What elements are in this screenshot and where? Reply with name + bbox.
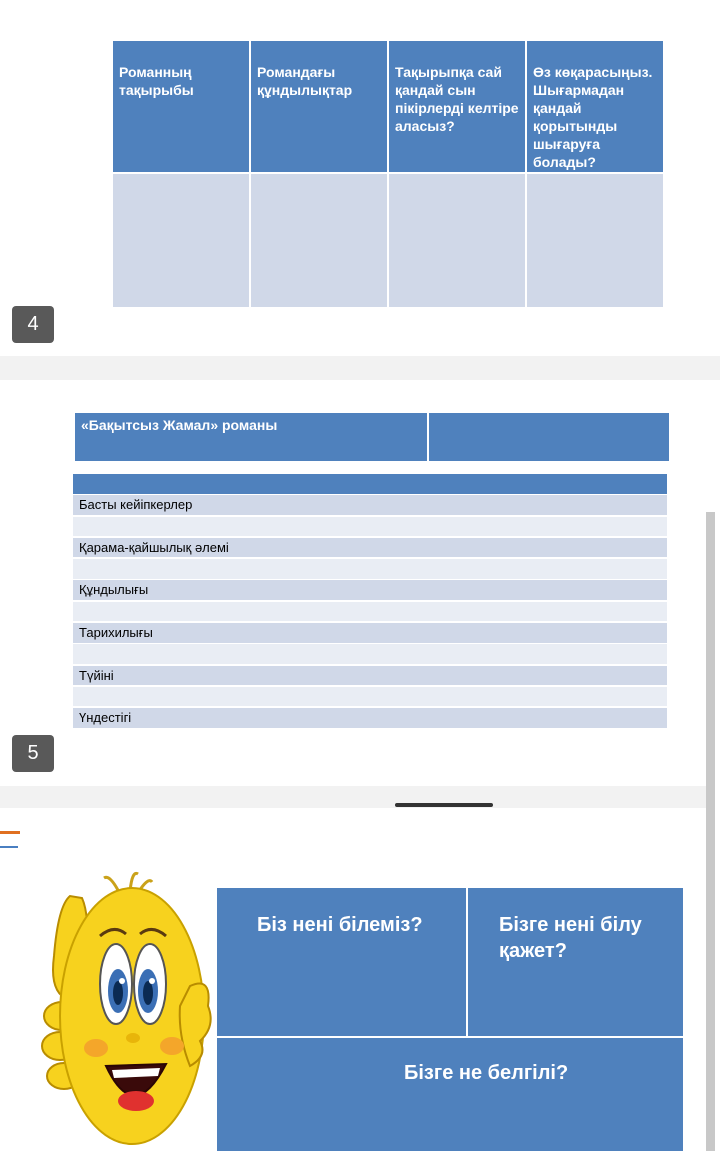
table-row: Қарама-қайшылық әлемі [73, 538, 667, 558]
section-divider [0, 356, 720, 380]
table-row: Құндылығы [73, 580, 667, 600]
table-cell [527, 174, 663, 307]
table-row [73, 559, 667, 579]
clipped-text-fragment [395, 803, 493, 807]
table-row [73, 644, 667, 664]
kwl-chart [217, 888, 683, 1151]
table-row [73, 687, 667, 707]
table-row: Түйіні [73, 666, 667, 686]
table-row [73, 517, 667, 537]
table-header-cell [429, 413, 669, 461]
kwl-know-label: Біз нені білеміз? [257, 914, 423, 936]
kwl-known-cell [217, 1038, 683, 1151]
kwl-know-cell [217, 888, 466, 1036]
table-row: Басты кейіпкерлер [73, 495, 667, 515]
table-header-cell: Тақырыпқа сай қандай сын пікірлерді келтіре аласыз? [389, 41, 525, 172]
scrollbar[interactable] [706, 512, 715, 1151]
table-header-cell: Романның тақырыбы [113, 41, 249, 172]
table-cell [113, 174, 249, 307]
clipped-image-fragment [0, 846, 18, 848]
table-header-cell: Өз көқарасыңыз. Шығармадан қандай қорытынды шығаруға болады? [527, 41, 663, 172]
topic-analysis-table [113, 41, 659, 307]
novel-title-header [75, 413, 669, 461]
clipped-image-fragment [0, 831, 20, 834]
slide-number-badge: 5 [12, 735, 54, 772]
table-row: Тарихилығы [73, 623, 667, 643]
table-row [73, 602, 667, 622]
section-divider [0, 786, 706, 808]
novel-analysis-table [73, 474, 667, 730]
novel-title: «Бақытсыз Жамал» романы [75, 413, 427, 461]
table-cell [251, 174, 387, 307]
table-row: Үндестігі [73, 708, 667, 728]
kwl-want-label: Бізге нені білу қажет? [499, 914, 642, 962]
table-header-row [73, 474, 667, 494]
table-header-cell: Романдағы құндылықтар [251, 41, 387, 172]
smiley-mascot-icon [40, 866, 215, 1151]
kwl-known-label: Бізге не белгілі? [404, 1062, 569, 1084]
table-cell [389, 174, 525, 307]
slide-number-badge: 4 [12, 306, 54, 343]
kwl-want-cell [468, 888, 683, 1036]
